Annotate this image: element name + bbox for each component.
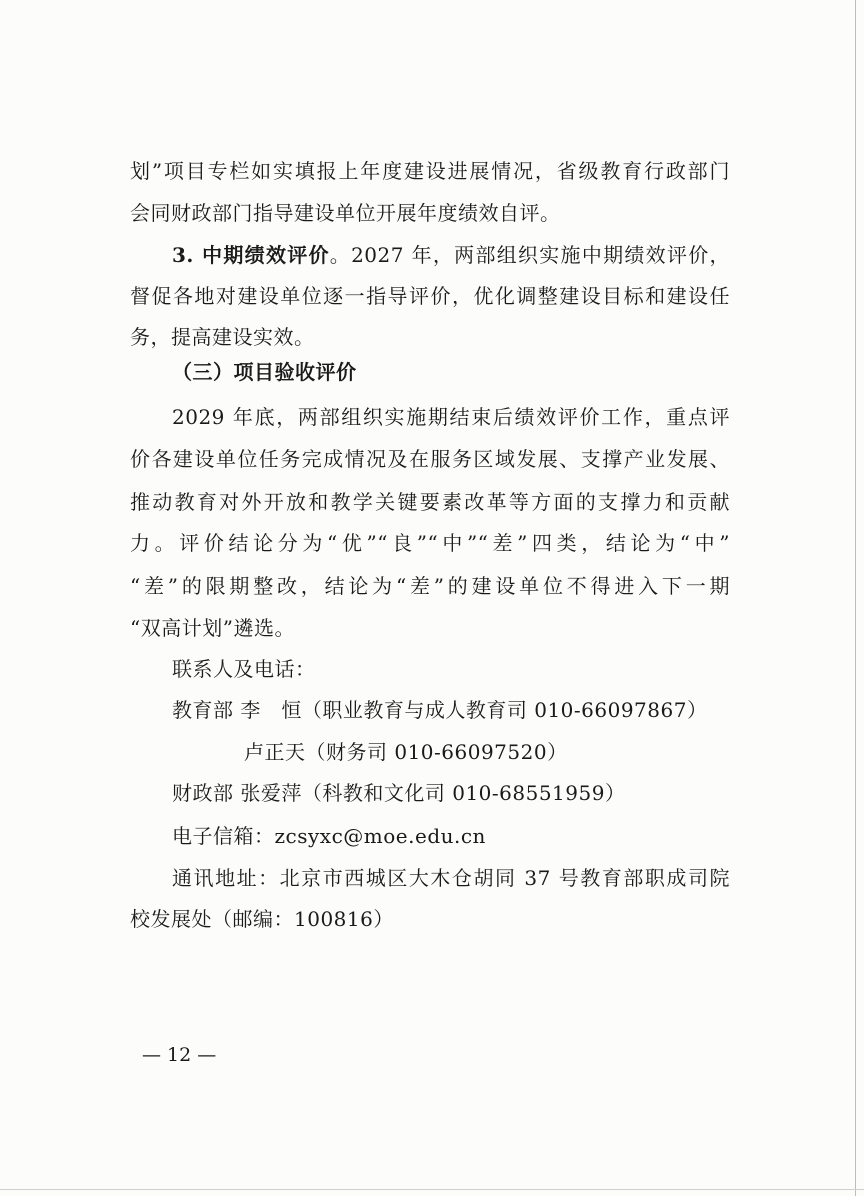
contact-address: 通讯地址：北京市西城区大木仓胡同 37 号教育部职成司院 [172,866,730,890]
body-line: 会同财政部门指导建设单位开展年度绩效自评。 [130,201,561,225]
contact-mof: 财政部 张爱萍（科教和文化司 010-68551959） [172,781,626,805]
contact-email: 电子信箱：zcsyxc@moe.edu.cn [172,824,486,848]
body-line: 2029 年底，两部组织实施期结束后绩效评价工作，重点评 [172,405,730,429]
page-edge-right [855,0,856,1196]
body-line: 力。评价结论分为“优”“良”“中”“差”四类，结论为“中” [130,531,730,555]
contact-moe-2: 卢正天（财务司 010-66097520） [244,740,568,764]
body-line: 划”项目专栏如实填报上年度建设进展情况，省级教育行政部门 [130,159,730,183]
body-line: 督促各地对建设单位逐一指导评价，优化调整建设目标和建设任 [130,284,730,308]
section-3-text: 。2027 年，两部组织实施中期绩效评价， [329,243,730,267]
contacts-heading: 联系人及电话： [172,657,316,681]
page-edge-bottom [0,1189,864,1190]
subsection-heading: （三）项目验收评价 [172,360,357,384]
body-line: “双高计划”遴选。 [130,616,295,640]
section-3-line [172,237,730,273]
body-line: 推动教育对外开放和教学关键要素改革等方面的支撑力和贡献 [130,490,730,514]
contact-address-cont: 校发展处（邮编：100816） [130,907,394,931]
body-line: 务，提高建设实效。 [130,325,315,349]
body-line: “差”的限期整改，结论为“差”的建设单位不得进入下一期 [130,574,730,598]
contact-moe: 教育部 李 恒（职业教育与成人教育司 010-66097867） [172,698,708,722]
page-number: — 12 — [142,1044,217,1066]
body-line: 价各建设单位任务完成情况及在服务区域发展、支撑产业发展、 [130,447,730,471]
section-3-heading: 3. 中期绩效评价 [172,243,330,267]
